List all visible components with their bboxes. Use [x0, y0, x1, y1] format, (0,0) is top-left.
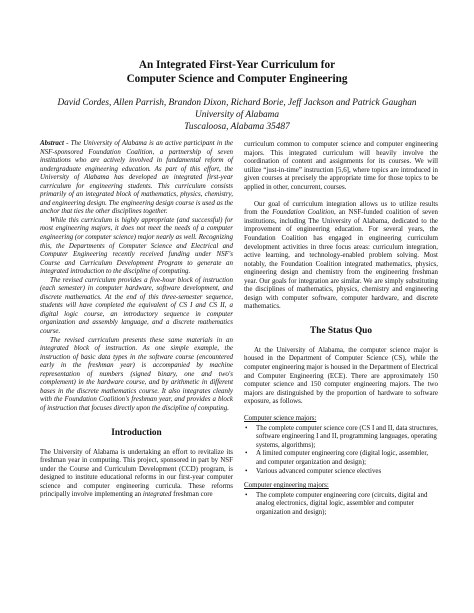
abstract-text-1: - The University of Alabama is an active participant in the NSF-sponsored Foundation Coalition, a partnership of seven institutions who are actively involved in fundamental reform of undergraduate engineering education. As part of this effort, the University of Alabama has developed an integrated first-year curriculum for engineering students. This curriculum consists primarily of an integrated block of mathematics, physics, chemistry, and engineering design. The engineering design course is used as the anchor that ties the other disciplines together. [40, 139, 233, 216]
right-p2-italic: Foundation Coalition [272, 208, 334, 217]
right-paragraph-2 [244, 200, 438, 311]
list-item-text: The complete computer science core (CS I and II, data structures, software engineering I and II, programming languages, operating systems, algorithms); [256, 423, 438, 449]
abstract-paragraph-3: The revised curriculum provides a five-hour block of instruction (each semester) in computer hardware, software development, and discrete mathematics. At the end of this three-semester sequence, students will have completed the equivalent of CS I and CS II, a digital logic course, an introductory sequence in computer organization and assembly language, and a discrete mathematics course. [40, 275, 233, 336]
bullet-icon: • [245, 466, 248, 475]
list-item-text: The complete computer engineering core (circuits, digital and analog electronics, digital logic, assembler and computer organization and design); [256, 490, 428, 516]
location: Tuscaloosa, Alabama 35487 [184, 122, 290, 132]
list-item [244, 424, 438, 450]
abstract [40, 139, 233, 413]
cs-majors-list [244, 424, 438, 475]
abstract-paragraph-2: While this curriculum is highly appropriate (and successful) for most engineering majors, it does not meet the needs of a computer engineering (or computer science) major nearly as well. Recognizing this, the Departments of Computer Science and Electrical and Computer Engineering recently received funding under NSF's Course and Curriculum Development Program to generate an integrated introduction to the discipline of computing. [40, 215, 233, 276]
introduction-text: The University of Alabama is undertaking an effort to revitalize its freshman year in computing. This project, sponsored in part by NSF under the Course and Curriculum Development (CCD) program, is designed to institute educational reforms in our first-year computer science and computer engineering curricula. These reforms principally involve implementing an [40, 447, 233, 499]
abstract-paragraph-1 [40, 139, 233, 216]
affiliation: University of Alabama [194, 110, 279, 120]
introduction-text-end: freshman core [173, 490, 213, 499]
list-item [244, 449, 438, 466]
cs-majors-label: Computer science majors: [244, 414, 317, 423]
list-item [244, 491, 438, 517]
ce-majors-label: Computer engineering majors: [244, 481, 329, 490]
status-quo-heading: The Status Quo [310, 325, 372, 336]
author-block [0, 97, 474, 133]
bullet-icon: • [245, 449, 248, 458]
bullet-icon: • [245, 423, 248, 432]
introduction-heading: Introduction [111, 427, 162, 438]
right-paragraph-1: curriculum common to computer science and computer engineering majors. This integrated curriculum will heavily involve the coordination of content and assignments for its courses. We will utilize “just-in-time” instruction [5,6], where topics are introduced in given courses at precisely the appropriate time for those topics to be applied in other, concurrent, courses. [244, 140, 438, 191]
paper-title [0, 58, 474, 86]
introduction-paragraph-1 [40, 448, 233, 499]
title-line-2: Computer Science and Computer Engineering [126, 73, 348, 85]
right-column [244, 140, 438, 522]
bullet-icon: • [245, 490, 248, 499]
left-column [40, 139, 233, 507]
title-line-1: An Integrated First-Year Curriculum for [138, 59, 336, 71]
status-quo-paragraph-1: At the University of Alabama, the computer science major is housed in the Department of Computer Science (CS), while the computer engineering major is housed in the Department of Electrical and Computer Engineering (ECE). There are approximately 150 computer science and 150 computer engineering majors. The two majors are distinguished by the proportion of hardware to software exposure, as follows. [244, 345, 438, 406]
authors: David Cordes, Allen Parrish, Brandon Dixon, Richard Borie, Jeff Jackson and Patrick Gaughan [57, 98, 417, 108]
abstract-label: Abstract [40, 139, 64, 147]
right-p2-end: , an NSF-funded coalition of seven institutions, including The University of Alabama, dedicated to the improvement of engineering education. For several years, the Foundation Coalition has engaged in engineering curriculum development activities in three focus areas: curriculum integration, active learning, and technology-enabled problem solving. Most notably, the Foundation Coalition integrated mathematics, physics, engineering design and chemistry from the engineering freshman year. Our goals for integration are similar. We are simply substituting the disciplines of mathematics, physics, chemistry and engineering design with computer software, computer hardware, and discrete mathematics. [244, 208, 438, 311]
ce-majors-list [244, 491, 438, 517]
list-item [244, 467, 438, 476]
abstract-paragraph-4: The revised curriculum presents these same materials in an integrated block of instruction. As one simple example, the instruction of basic data types in the software course (encountered early in the freshman year) is accompanied by machine representation of numbers (signed binary, one and two's complement) in the hardware course, and by arithmetic in different bases in the discrete mathematics course. It also integrates cleanly with the Foundation Coalition's freshman year, and provides a block of instruction that focuses directly upon the discipline of computing. [40, 335, 233, 412]
list-item-text: Various advanced computer science electives [256, 466, 382, 475]
right-p2-start: Our goal of curriculum integration allows us to utilize results from the [244, 199, 438, 217]
introduction-italic: integrated [142, 490, 172, 499]
list-item-text: A limited computer engineering core (digital logic, assembler, and computer organization and design); [256, 449, 429, 466]
